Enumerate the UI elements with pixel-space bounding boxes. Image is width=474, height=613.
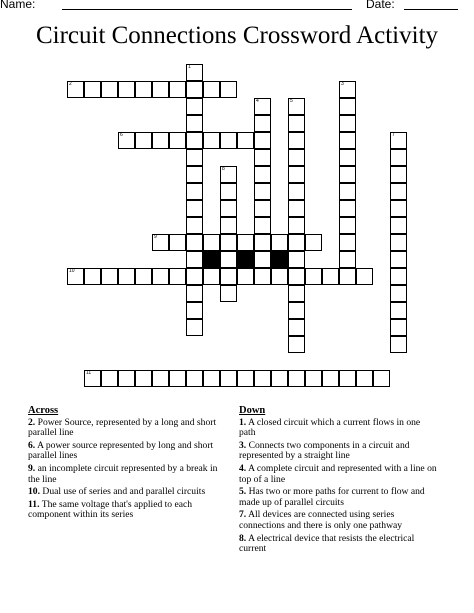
- clue-text: Has two or more paths for current to flow and made up of parallel circuits: [239, 486, 425, 508]
- crossword-cell[interactable]: [288, 115, 305, 132]
- crossword-cell[interactable]: [101, 81, 118, 98]
- clue-item: [239, 487, 439, 508]
- crossword-cell[interactable]: [339, 217, 356, 234]
- crossword-cell[interactable]: [339, 98, 356, 115]
- crossword-cell[interactable]: [305, 370, 322, 387]
- crossword-cell[interactable]: [186, 285, 203, 302]
- crossword-cell[interactable]: [135, 132, 152, 149]
- crossword-cell[interactable]: [390, 234, 407, 251]
- crossword-cell[interactable]: [118, 132, 135, 149]
- name-label: Name:: [0, 0, 36, 11]
- cell-number: 4: [256, 98, 259, 104]
- clue-number: 4.: [239, 462, 247, 474]
- crossword-cell[interactable]: [169, 132, 186, 149]
- cell-number: 7: [392, 132, 395, 138]
- crossword-cell[interactable]: [220, 370, 237, 387]
- crossword-cell[interactable]: [339, 183, 356, 200]
- cell-number: 10: [69, 268, 75, 274]
- crossword-cell[interactable]: [186, 166, 203, 183]
- crossword-cell[interactable]: [390, 200, 407, 217]
- crossword-cell[interactable]: [237, 268, 254, 285]
- cell-number: 8: [222, 166, 225, 172]
- crossword-cell[interactable]: [288, 302, 305, 319]
- crossword-cell[interactable]: [390, 319, 407, 336]
- clue-text: A electrical device that resists the electrical current: [239, 532, 415, 555]
- crossword-cell[interactable]: [288, 234, 305, 251]
- crossword-cell[interactable]: [220, 285, 237, 302]
- clue-item: [28, 441, 228, 462]
- crossword-cell[interactable]: [203, 81, 220, 98]
- crossword-cell[interactable]: [169, 81, 186, 98]
- crossword-cell[interactable]: [220, 251, 237, 268]
- crossword-cell[interactable]: [254, 200, 271, 217]
- crossword-cell[interactable]: [186, 234, 203, 251]
- crossword-cell[interactable]: [390, 302, 407, 319]
- clue-number: 5.: [239, 486, 247, 498]
- crossword-cell[interactable]: [390, 336, 407, 353]
- crossword-cell[interactable]: [203, 234, 220, 251]
- clue-number: 6.: [28, 439, 36, 451]
- crossword-cell[interactable]: [220, 234, 237, 251]
- crossword-cell[interactable]: [288, 200, 305, 217]
- crossword-cell[interactable]: [288, 98, 305, 115]
- crossword-cell[interactable]: [237, 132, 254, 149]
- cell-number: 9: [154, 234, 157, 240]
- crossword-cell[interactable]: [152, 132, 169, 149]
- crossword-cell[interactable]: [186, 251, 203, 268]
- crossword-cell[interactable]: [118, 81, 135, 98]
- clue-text: A complete circuit and represented with a line on top of a line: [239, 462, 437, 485]
- crossword-cell[interactable]: [152, 81, 169, 98]
- crossword-cell[interactable]: [67, 268, 84, 285]
- crossword-cell[interactable]: [322, 268, 339, 285]
- crossword-cell[interactable]: [220, 200, 237, 217]
- crossword-cell[interactable]: [339, 268, 356, 285]
- crossword-cell[interactable]: [237, 370, 254, 387]
- crossword-cell[interactable]: [288, 132, 305, 149]
- crossword-cell[interactable]: [271, 234, 288, 251]
- crossword-cell[interactable]: [390, 217, 407, 234]
- crossword-cell[interactable]: [101, 268, 118, 285]
- crossword-cell[interactable]: [271, 370, 288, 387]
- clue-text: All devices are connected using series connections and there is only one pathway: [239, 509, 403, 531]
- crossword-cell[interactable]: [390, 183, 407, 200]
- crossword-cell[interactable]: [339, 149, 356, 166]
- crossword-cell[interactable]: [390, 268, 407, 285]
- crossword-cell[interactable]: [339, 132, 356, 149]
- crossword-cell[interactable]: [220, 81, 237, 98]
- crossword-cell[interactable]: [152, 234, 169, 251]
- clue-item: [239, 441, 439, 462]
- cell-number: 1: [188, 64, 191, 70]
- crossword-cell[interactable]: [220, 217, 237, 234]
- crossword-cell[interactable]: [288, 166, 305, 183]
- clue-item: [28, 487, 228, 498]
- clue-item: [239, 510, 439, 531]
- clue-item: [28, 464, 228, 485]
- clue-number: 3.: [239, 439, 247, 451]
- crossword-cell[interactable]: [254, 217, 271, 234]
- clue-number: 7.: [239, 509, 247, 521]
- crossword-cell[interactable]: [390, 132, 407, 149]
- clue-number: 11.: [28, 498, 40, 510]
- crossword-cell[interactable]: [118, 370, 135, 387]
- cell-number: 11: [86, 370, 92, 376]
- date-label: Date:: [366, 0, 395, 11]
- crossword-cell[interactable]: [356, 370, 373, 387]
- black-square: [203, 251, 220, 268]
- crossword-cell[interactable]: [169, 370, 186, 387]
- crossword-cell[interactable]: [220, 132, 237, 149]
- crossword-cell[interactable]: [288, 336, 305, 353]
- crossword-cell[interactable]: [101, 370, 118, 387]
- crossword-cell[interactable]: [339, 166, 356, 183]
- crossword-cell[interactable]: [84, 370, 101, 387]
- crossword-cell[interactable]: [186, 132, 203, 149]
- crossword-cell[interactable]: [152, 268, 169, 285]
- down-clues: [239, 406, 439, 557]
- crossword-cell[interactable]: [390, 285, 407, 302]
- page-title: Circuit Connections Crossword Activity: [35, 22, 439, 49]
- crossword-cell[interactable]: [220, 268, 237, 285]
- crossword-cell[interactable]: [186, 268, 203, 285]
- crossword-cell[interactable]: [288, 285, 305, 302]
- clue-text: Power Source, represented by a long and short parallel line: [28, 416, 217, 439]
- crossword-cell[interactable]: [186, 217, 203, 234]
- crossword-cell[interactable]: [305, 234, 322, 251]
- crossword-cell[interactable]: [322, 370, 339, 387]
- clue-text: A power source represented by long and short parallel lines: [28, 439, 214, 462]
- crossword-cell[interactable]: [288, 251, 305, 268]
- crossword-cell[interactable]: [118, 268, 135, 285]
- clue-item: [239, 464, 439, 485]
- crossword-cell[interactable]: [220, 166, 237, 183]
- cell-number: 5: [290, 98, 293, 104]
- crossword-cell[interactable]: [254, 166, 271, 183]
- crossword-cell[interactable]: [254, 251, 271, 268]
- crossword-cell[interactable]: [339, 251, 356, 268]
- clue-item: [28, 418, 228, 439]
- crossword-cell[interactable]: [186, 98, 203, 115]
- crossword-cell[interactable]: [339, 234, 356, 251]
- crossword-cell[interactable]: [254, 132, 271, 149]
- crossword-cell[interactable]: [254, 183, 271, 200]
- crossword-cell[interactable]: [203, 268, 220, 285]
- clue-text: Dual use of series and and parallel circuits: [42, 486, 206, 498]
- crossword-cell[interactable]: [169, 234, 186, 251]
- clue-item: [239, 534, 439, 555]
- clue-item: [239, 418, 439, 439]
- crossword-cell[interactable]: [390, 251, 407, 268]
- crossword-cell[interactable]: [186, 149, 203, 166]
- crossword-cell[interactable]: [339, 200, 356, 217]
- across-heading: Across: [28, 405, 59, 416]
- crossword-cell[interactable]: [254, 234, 271, 251]
- crossword-cell[interactable]: [288, 268, 305, 285]
- crossword-cell[interactable]: [254, 268, 271, 285]
- crossword-cell[interactable]: [84, 81, 101, 98]
- clue-text: an incomplete circuit represented by a break in the line: [28, 462, 218, 485]
- crossword-cell[interactable]: [84, 268, 101, 285]
- crossword-cell[interactable]: [186, 370, 203, 387]
- black-square: [271, 251, 288, 268]
- crossword-cell[interactable]: [237, 234, 254, 251]
- crossword-cell[interactable]: [271, 268, 288, 285]
- clue-number: 8.: [239, 532, 247, 544]
- crossword-cell[interactable]: [254, 370, 271, 387]
- crossword-cell[interactable]: [186, 115, 203, 132]
- crossword-cell[interactable]: [339, 115, 356, 132]
- crossword-cell[interactable]: [254, 98, 271, 115]
- crossword-cell[interactable]: [135, 81, 152, 98]
- crossword-cell[interactable]: [135, 370, 152, 387]
- crossword-cell[interactable]: [288, 370, 305, 387]
- cell-number: 6: [120, 132, 123, 138]
- crossword-cell[interactable]: [288, 183, 305, 200]
- clue-text: The same voltage that's applied to each component within its series: [28, 498, 193, 521]
- cell-number: 3: [341, 81, 344, 87]
- cell-number: 2: [69, 81, 72, 87]
- clue-text: Connects two components in a circuit and represented by a straight line: [239, 439, 410, 462]
- crossword-cell[interactable]: [186, 302, 203, 319]
- crossword-cell[interactable]: [288, 217, 305, 234]
- crossword-cell[interactable]: [186, 64, 203, 81]
- clue-number: 10.: [28, 486, 40, 498]
- crossword-cell[interactable]: [203, 370, 220, 387]
- crossword-cell[interactable]: [339, 370, 356, 387]
- crossword-cell[interactable]: [339, 81, 356, 98]
- clue-number: 9.: [28, 462, 36, 474]
- crossword-cell[interactable]: [152, 370, 169, 387]
- clue-text: A closed circuit which a current flows in one path: [239, 416, 421, 439]
- crossword-cell[interactable]: [254, 149, 271, 166]
- crossword-cell[interactable]: [288, 149, 305, 166]
- black-square: [237, 251, 254, 268]
- clue-number: 1.: [239, 416, 247, 428]
- crossword-cell[interactable]: [390, 149, 407, 166]
- crossword-cell[interactable]: [203, 132, 220, 149]
- crossword-cell[interactable]: [288, 319, 305, 336]
- crossword-cell[interactable]: [186, 81, 203, 98]
- crossword-cell[interactable]: [373, 370, 390, 387]
- crossword-cell[interactable]: [169, 268, 186, 285]
- clue-item: [28, 500, 228, 521]
- down-heading: Down: [239, 405, 266, 416]
- crossword-cell[interactable]: [186, 183, 203, 200]
- clue-number: 2.: [28, 416, 36, 428]
- crossword-cell[interactable]: [254, 115, 271, 132]
- crossword-cell[interactable]: [220, 183, 237, 200]
- crossword-cell[interactable]: [186, 200, 203, 217]
- crossword-cell[interactable]: [390, 166, 407, 183]
- crossword-cell[interactable]: [305, 268, 322, 285]
- across-clues: [28, 406, 228, 523]
- crossword-cell[interactable]: [356, 268, 373, 285]
- crossword-cell[interactable]: [135, 268, 152, 285]
- crossword-cell[interactable]: [67, 81, 84, 98]
- crossword-cell[interactable]: [186, 319, 203, 336]
